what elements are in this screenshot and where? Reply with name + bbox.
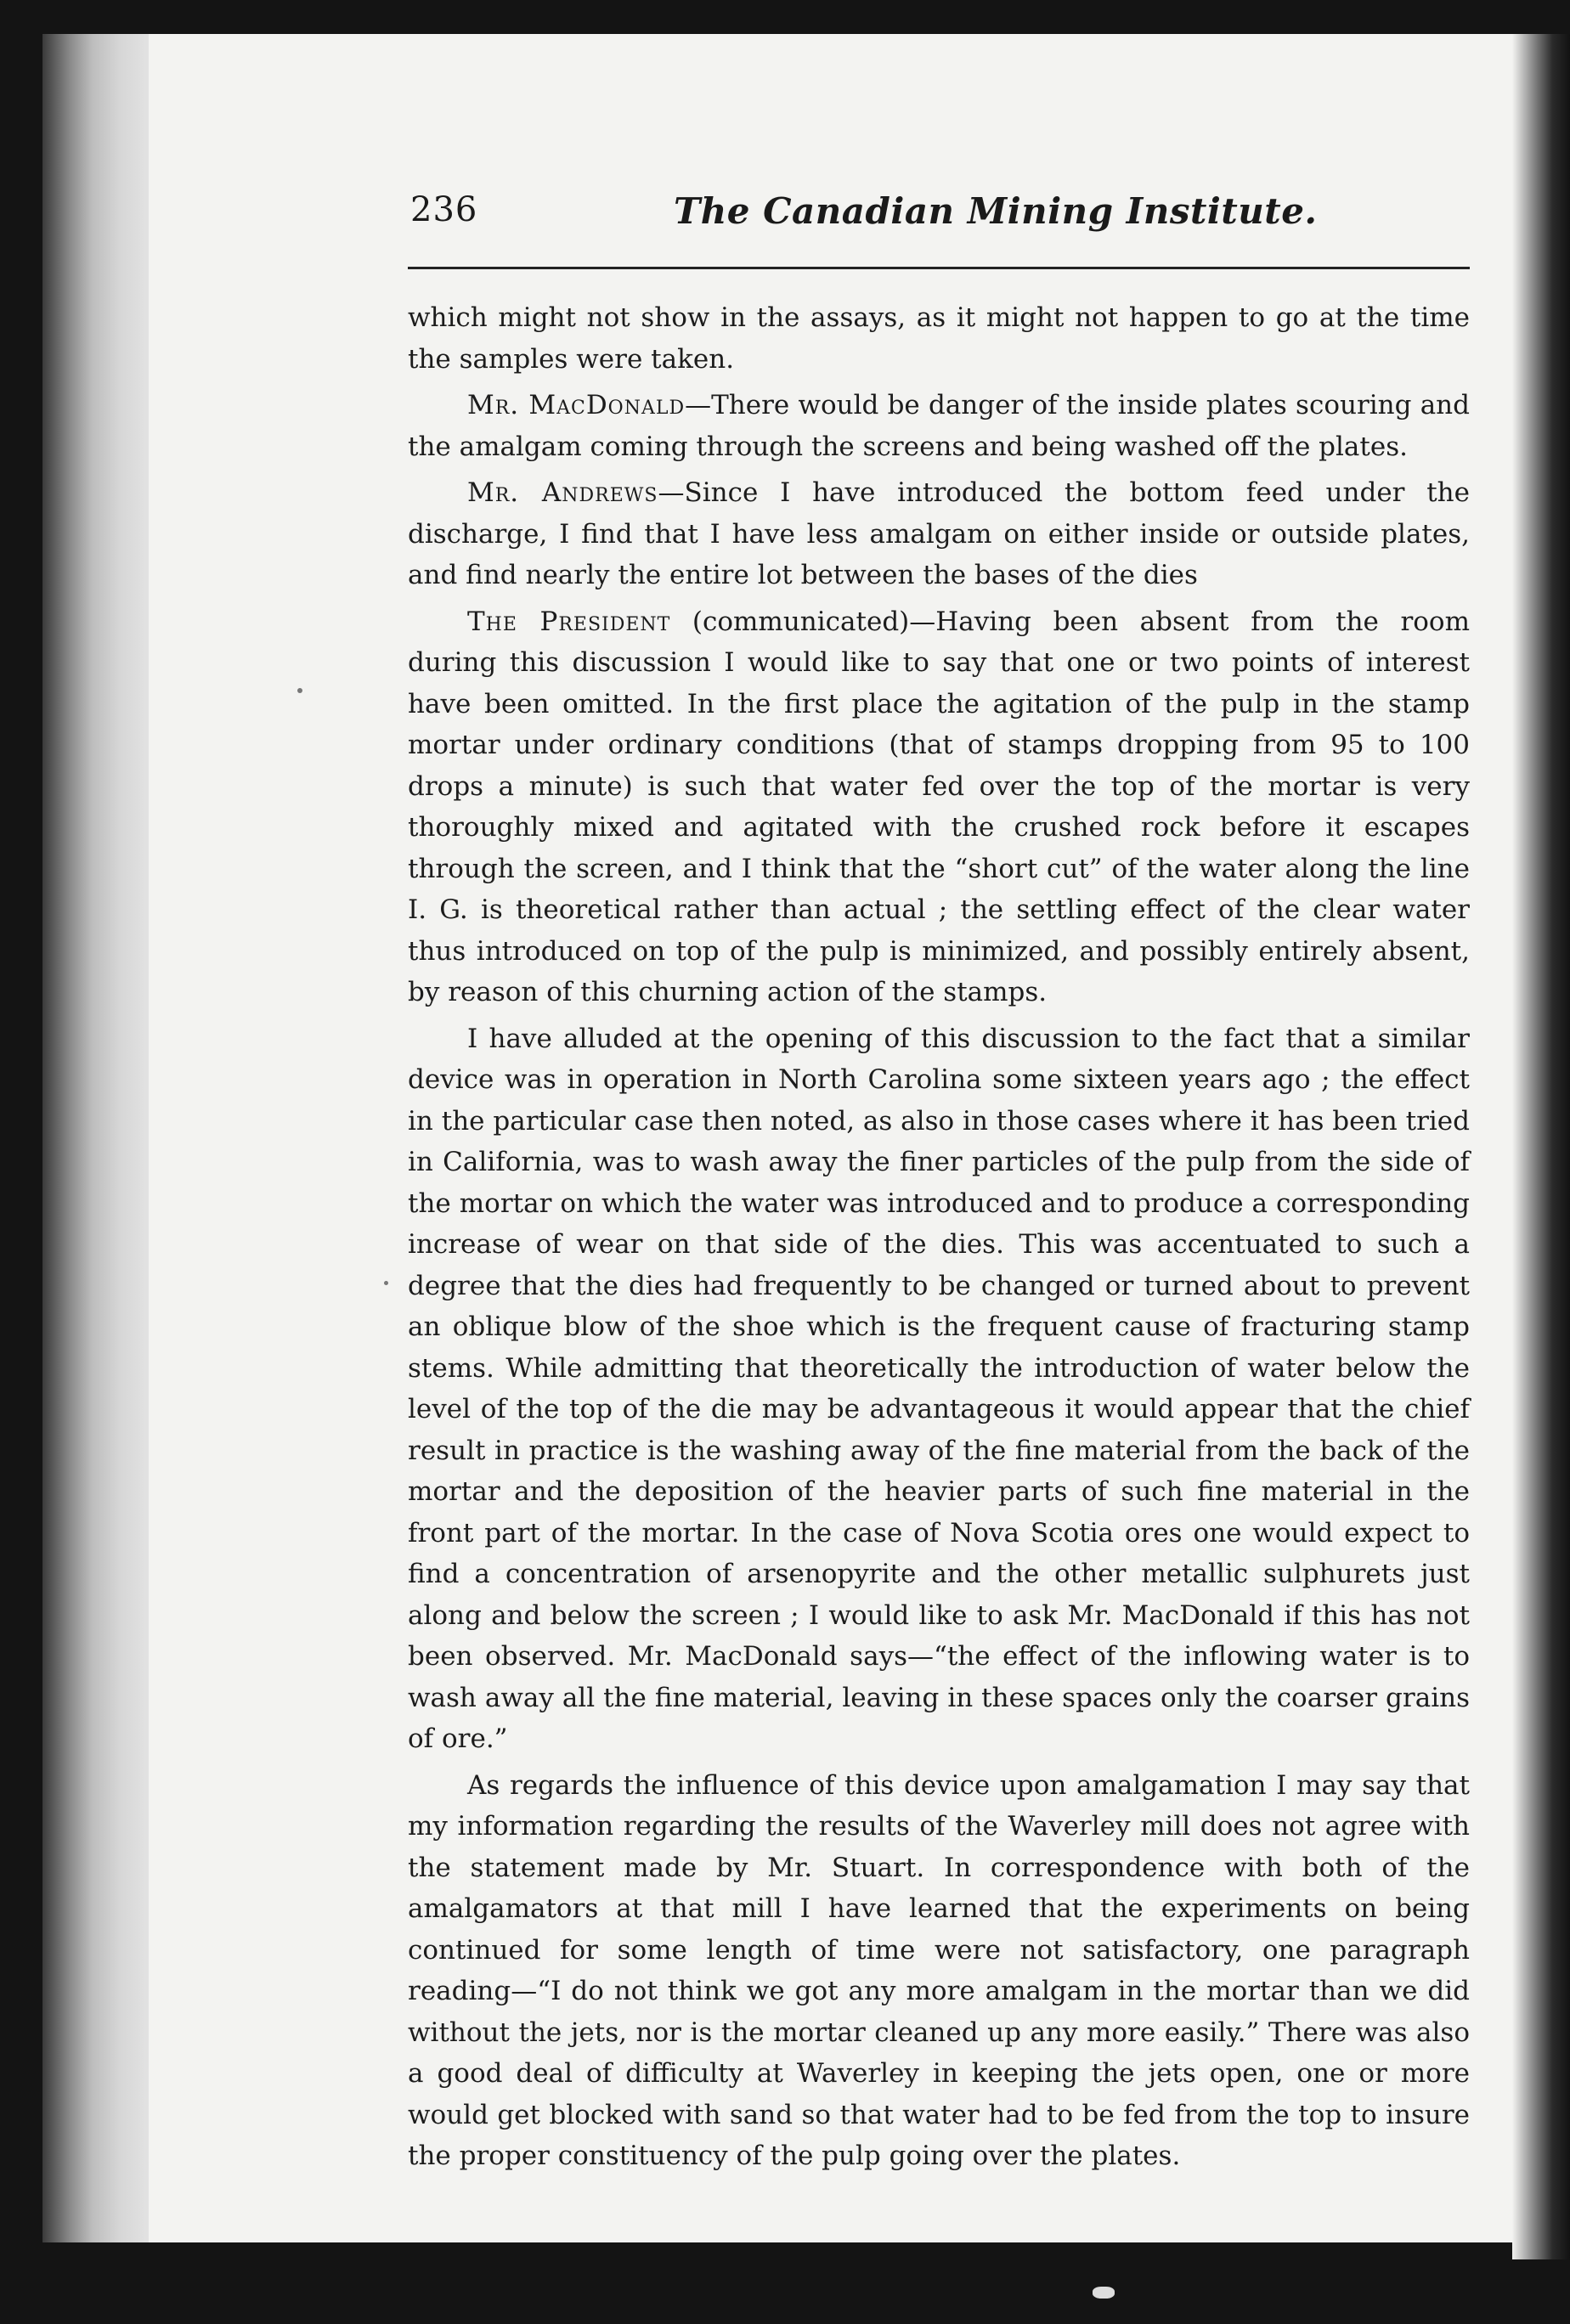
dust-speck — [297, 688, 302, 693]
speaker-name: The President — [467, 606, 671, 637]
paragraph-text: I have alluded at the opening of this discussion to the fact that a similar device was in operation in North Carolina some sixteen years ago ; the effect in the particular case then noted, as also in those cases where it has been tried in California, was to wash away the finer particles of the pulp from the side of the mortar on which the water was introduced and to produce a corresponding increase of wear on that side of the dies. This was accentuated to such a degree that the dies had frequently to be changed or turned about to prevent an oblique blow of the shoe which is the frequent cause of fracturing stamp stems. While admitting that theoretically the introduction of water below the level of the top of the die may be advantageous it would appear that the chief result in practice is the washing away of the fine material from the back of the mortar and the deposition of the heavier parts of such fine material in the front part of the mortar. In the case of Nova Scotia ores one would expect to find a concentration of arsenopyrite and the other metallic sulphurets just along and below the screen ; I would like to ask Mr. MacDonald if this has not been observed. Mr. MacDonald says—“the effect of the inflowing water is to wash away all the fine material, leaving in these spaces only the coarser grains of ore.” — [408, 1023, 1470, 1754]
paragraph-text: (communicated)—Having been absent from the room during this discussion I would like to say that one or two points of interest have been omitted. In the first place the agitation of the pulp in the stamp mortar under ordinary conditions (that of stamps dropping from 95 to 100 drops a minute) is such that water fed over the top of the mortar is very thoroughly mixed and agitated with the crushed rock before it escapes through the screen, and I think that the “short cut” of the water along the line I. G. is theoretical rather than actual ; the settling effect of the clear water thus introduced on top of the pulp is minimized, and possibly entirely absent, by reason of this churning action of the stamps. — [408, 606, 1470, 1007]
body-text — [408, 297, 1470, 2182]
paragraph — [408, 1018, 1470, 1760]
paragraph — [408, 385, 1470, 467]
speaker-name: Mr. Andrews — [467, 477, 658, 508]
book-page-edges — [42, 34, 153, 2242]
paragraph — [408, 297, 1470, 380]
header-rule — [408, 267, 1470, 269]
paragraph-text: As regards the influence of this device upon amalgamation I may say that my information regarding the results of the Waverley mill does not agree with the statement made by Mr. Stuart. In correspondence with both of the amalgamators at that mill I have learned that the experiments on being continued for some length of time were not satisfactory, one paragraph reading—“I do not think we got any more amalgam in the mortar than we did without the jets, nor is the mortar cleaned up any more easily.” There was also a good deal of difficulty at Waverley in keeping the jets open, one or more would get blocked with sand so that water had to be fed from the top to insure the proper constituency of the pulp going over the plates. — [408, 1769, 1470, 2171]
running-head: The Canadian Mining Institute. — [674, 190, 1318, 232]
page-number: 236 — [410, 190, 478, 229]
speaker-name: Mr. MacDonald — [467, 390, 686, 420]
page-header — [410, 190, 1472, 241]
dust-speck — [1093, 2287, 1115, 2299]
paragraph-text: —Since I have introduced the bottom feed under the discharge, I find that I have less amalgam on either inside or outside plates, and find nearly the entire lot between the bases of the dies — [408, 477, 1470, 590]
paragraph — [408, 1765, 1470, 2177]
dust-speck — [384, 1281, 388, 1285]
paragraph-text: —There would be danger of the inside plates scouring and the amalgam coming through the screens and being washed off the plates. — [408, 390, 1470, 462]
paragraph — [408, 472, 1470, 596]
page-gutter-shadow — [1512, 34, 1570, 2259]
paragraph-text: which might not show in the assays, as it might not happen to go at the time the samples were taken. — [408, 302, 1470, 375]
paragraph — [408, 601, 1470, 1013]
